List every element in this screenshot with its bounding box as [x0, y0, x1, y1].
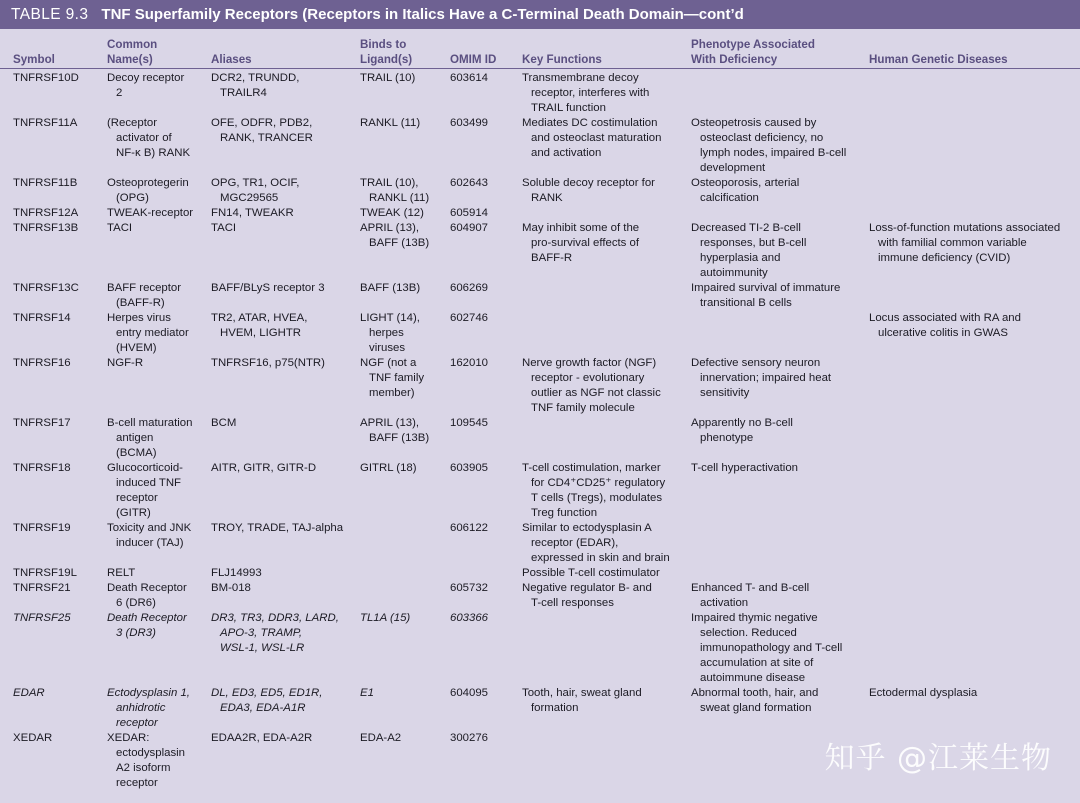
cell-symbol: TNFRSF16 [13, 357, 71, 369]
table-row [0, 69, 1080, 117]
cell-key-functions: Transmembrane decoy receptor, interferes with TRAIL function [522, 72, 650, 114]
cell-ligands: LIGHT (14), herpes viruses [360, 312, 420, 354]
table-number: TABLE 9.3 [11, 5, 89, 23]
cell-common-names: Death Receptor 3 (DR3) [107, 612, 187, 639]
table-row [0, 116, 1080, 176]
cell-symbol: TNFRSF12A [13, 207, 79, 219]
receptor-table [0, 32, 1080, 791]
cell-common-names: Decoy receptor 2 [107, 72, 185, 99]
cell-aliases: TROY, TRADE, TAJ-alpha [211, 522, 344, 534]
cell-symbol: TNFRSF19 [13, 522, 71, 534]
cell-ligands: NGF (not a TNF family member) [360, 357, 425, 399]
cell-aliases: DR3, TR3, DDR3, LARD, APO-3, TRAMP, WSL-1, WSL-LR [211, 612, 339, 654]
column-header-phenotype: Phenotype Associated With Deficiency [688, 32, 866, 69]
table-row [0, 461, 1080, 521]
cell-genetic-diseases [866, 176, 1080, 206]
table-body [0, 69, 1080, 792]
cell-ligands: EDA-A2 [360, 732, 402, 744]
column-header-common-names: Common Name(s) [104, 32, 208, 69]
table-row [0, 521, 1080, 566]
cell-aliases: TR2, ATAR, HVEA, HVEM, LIGHTR [211, 312, 308, 339]
cell-symbol: TNFRSF11A [13, 117, 78, 129]
cell-symbol: TNFRSF18 [13, 462, 71, 474]
cell-ligands: APRIL (13), BAFF (13B) [360, 222, 430, 249]
cell-aliases: FN14, TWEAKR [211, 207, 294, 219]
table-row [0, 281, 1080, 311]
cell-common-names: Death Receptor 6 (DR6) [107, 582, 187, 609]
table-row [0, 611, 1080, 686]
table-row [0, 356, 1080, 416]
cell-common-names: TACI [107, 222, 133, 234]
cell-phenotype: Enhanced T- and B-cell activation [691, 582, 810, 609]
cell-phenotype [688, 521, 866, 566]
cell-phenotype [688, 311, 866, 356]
table-row [0, 221, 1080, 281]
cell-symbol: TNFRSF19L [13, 567, 77, 579]
cell-aliases: DCR2, TRUNDD, TRAILR4 [211, 72, 300, 99]
cell-genetic-diseases [866, 566, 1080, 581]
cell-ligands: BAFF (13B) [360, 282, 421, 294]
cell-key-functions [519, 281, 688, 311]
cell-common-names: NGF-R [107, 357, 144, 369]
table-title-bar [0, 0, 1080, 29]
cell-common-names: RELT [107, 567, 136, 579]
cell-symbol: TNFRSF13C [13, 282, 79, 294]
cell-symbol: TNFRSF17 [13, 417, 71, 429]
cell-ligands: TRAIL (10) [360, 72, 416, 84]
cell-symbol: TNFRSF25 [13, 612, 71, 624]
table-row [0, 581, 1080, 611]
cell-genetic-diseases [866, 206, 1080, 221]
cell-aliases: OPG, TR1, OCIF, MGC29565 [211, 177, 300, 204]
cell-genetic-diseases [866, 356, 1080, 416]
cell-ligands: APRIL (13), BAFF (13B) [360, 417, 430, 444]
cell-common-names: BAFF receptor (BAFF-R) [107, 282, 182, 309]
cell-key-functions [519, 416, 688, 461]
cell-omim-id: 603614 [450, 72, 489, 84]
cell-common-names: Toxicity and JNK inducer (TAJ) [107, 522, 192, 549]
cell-phenotype [688, 69, 866, 117]
cell-key-functions: Similar to ectodysplasin A receptor (EDAR), expressed in skin and brain [522, 522, 670, 564]
cell-omim-id: 603905 [450, 462, 489, 474]
cell-symbol: XEDAR [13, 732, 53, 744]
column-header-key-functions: Key Functions [519, 32, 688, 69]
cell-key-functions: May inhibit some of the pro-survival effects of BAFF-R [522, 222, 640, 264]
cell-symbol: TNFRSF13B [13, 222, 79, 234]
cell-ligands: RANKL (11) [360, 117, 421, 129]
cell-phenotype: Impaired thymic negative selection. Reduced immunopathology and T-cell accumulation at site of autoimmune disease [691, 612, 843, 684]
cell-aliases: FLJ14993 [211, 567, 262, 579]
cell-aliases: EDAA2R, EDA-A2R [211, 732, 313, 744]
cell-key-functions: Tooth, hair, sweat gland formation [522, 687, 642, 714]
column-header-aliases: Aliases [208, 32, 357, 69]
cell-phenotype [688, 206, 866, 221]
cell-phenotype: Impaired survival of immature transitional B cells [691, 282, 841, 309]
cell-genetic-diseases [866, 581, 1080, 611]
cell-key-functions: Nerve growth factor (NGF) receptor - evolutionary outlier as NGF not classic TNF family molecule [522, 357, 661, 414]
column-header-genetic-diseases: Human Genetic Diseases [866, 32, 1080, 69]
column-header-symbol: Symbol [0, 32, 104, 69]
cell-omim-id: 300276 [450, 732, 489, 744]
cell-phenotype: Osteoporosis, arterial calcification [691, 177, 800, 204]
cell-omim-id: 604095 [450, 687, 489, 699]
cell-symbol: TNFRSF10D [13, 72, 79, 84]
cell-omim-id: 603366 [450, 612, 489, 624]
cell-genetic-diseases [866, 416, 1080, 461]
cell-symbol: TNFRSF14 [13, 312, 71, 324]
table-row [0, 686, 1080, 731]
cell-key-functions: Soluble decoy receptor for RANK [522, 177, 655, 204]
table-title: TNF Superfamily Receptors (Receptors in Italics Have a C-Terminal Death Domain—cont’d [101, 6, 744, 23]
cell-aliases: TACI [211, 222, 237, 234]
cell-omim-id: 605732 [450, 582, 489, 594]
cell-ligands: TRAIL (10), RANKL (11) [360, 177, 430, 204]
column-header-ligands: Binds to Ligand(s) [357, 32, 447, 69]
cell-phenotype: Osteopetrosis caused by osteoclast deficiency, no lymph nodes, impaired B-cell development [691, 117, 847, 174]
cell-ligands: TL1A (15) [360, 612, 411, 624]
cell-omim-id: 109545 [450, 417, 489, 429]
cell-aliases: BCM [211, 417, 237, 429]
cell-common-names: Herpes virus entry mediator (HVEM) [107, 312, 189, 354]
cell-genetic-diseases: Locus associated with RA and ulcerative colitis in GWAS [869, 312, 1021, 339]
cell-ligands: TWEAK (12) [360, 207, 424, 219]
cell-ligands [357, 581, 447, 611]
cell-omim-id: 604907 [450, 222, 489, 234]
cell-ligands [357, 566, 447, 581]
cell-aliases: TNFRSF16, p75(NTR) [211, 357, 325, 369]
cell-phenotype: Decreased TI-2 B-cell responses, but B-cell hyperplasia and autoimmunity [691, 222, 807, 279]
table-row [0, 311, 1080, 356]
cell-key-functions [519, 311, 688, 356]
table-row [0, 176, 1080, 206]
cell-aliases: BAFF/BLyS receptor 3 [211, 282, 325, 294]
cell-omim-id: 606122 [450, 522, 489, 534]
cell-phenotype: Defective sensory neuron innervation; impaired heat sensitivity [691, 357, 832, 399]
cell-genetic-diseases: Loss-of-function mutations associated with familial common variable immune deficiency (CVID) [869, 222, 1061, 264]
cell-genetic-diseases [866, 461, 1080, 521]
table-row [0, 416, 1080, 461]
cell-key-functions: Possible T-cell costimulator [522, 567, 660, 579]
cell-key-functions: Mediates DC costimulation and osteoclast maturation and activation [522, 117, 662, 159]
cell-symbol: TNFRSF21 [13, 582, 71, 594]
cell-ligands: E1 [360, 687, 374, 699]
cell-aliases: OFE, ODFR, PDB2, RANK, TRANCER [211, 117, 313, 144]
cell-omim-id: 603499 [450, 117, 489, 129]
cell-common-names: Osteoprotegerin (OPG) [107, 177, 189, 204]
cell-omim-id: 605914 [450, 207, 489, 219]
cell-genetic-diseases [866, 611, 1080, 686]
cell-common-names: XEDAR: ectodysplasin A2 isoform receptor [107, 732, 186, 789]
cell-phenotype: Abnormal tooth, hair, and sweat gland formation [691, 687, 819, 714]
cell-common-names: (Receptor activator of NF-κ B) RANK [107, 117, 191, 159]
cell-key-functions: T-cell costimulation, marker for CD4⁺CD25⁺ regulatory T cells (Tregs), modulates Treg function [522, 462, 666, 519]
cell-phenotype [688, 566, 866, 581]
column-header-omim-id: OMIM ID [447, 32, 519, 69]
cell-aliases: DL, ED3, ED5, ED1R, EDA3, EDA-A1R [211, 687, 323, 714]
cell-omim-id: 606269 [450, 282, 489, 294]
cell-omim-id: 162010 [450, 357, 489, 369]
table-row [0, 206, 1080, 221]
cell-omim-id: 602746 [450, 312, 489, 324]
cell-genetic-diseases [866, 521, 1080, 566]
cell-common-names: Glucocorticoid- induced TNF receptor (GITR) [107, 462, 183, 519]
cell-genetic-diseases [866, 69, 1080, 117]
cell-aliases: AITR, GITR, GITR-D [211, 462, 317, 474]
cell-key-functions [519, 731, 688, 791]
cell-genetic-diseases: Ectodermal dysplasia [869, 687, 978, 699]
cell-symbol: EDAR [13, 687, 45, 699]
header-row [0, 32, 1080, 69]
cell-phenotype: T-cell hyperactivation [691, 462, 798, 474]
table-row [0, 566, 1080, 581]
cell-key-functions [519, 611, 688, 686]
cell-common-names: Ectodysplasin 1, anhidrotic receptor [107, 687, 190, 729]
cell-aliases: BM-018 [211, 582, 251, 594]
cell-common-names: B-cell maturation antigen (BCMA) [107, 417, 193, 459]
cell-omim-id: 602643 [450, 177, 489, 189]
cell-key-functions: Negative regulator B- and T-cell responses [522, 582, 652, 609]
cell-common-names: TWEAK-receptor [107, 207, 194, 219]
cell-symbol: TNFRSF11B [13, 177, 78, 189]
watermark: 知乎 @江莱生物 [824, 741, 1052, 776]
cell-phenotype: Apparently no B-cell phenotype [691, 417, 793, 444]
cell-genetic-diseases [866, 281, 1080, 311]
cell-genetic-diseases [866, 116, 1080, 176]
cell-ligands: GITRL (18) [360, 462, 417, 474]
cell-key-functions [519, 206, 688, 221]
cell-omim-id [447, 566, 519, 581]
cell-ligands [357, 521, 447, 566]
table-header [0, 32, 1080, 69]
